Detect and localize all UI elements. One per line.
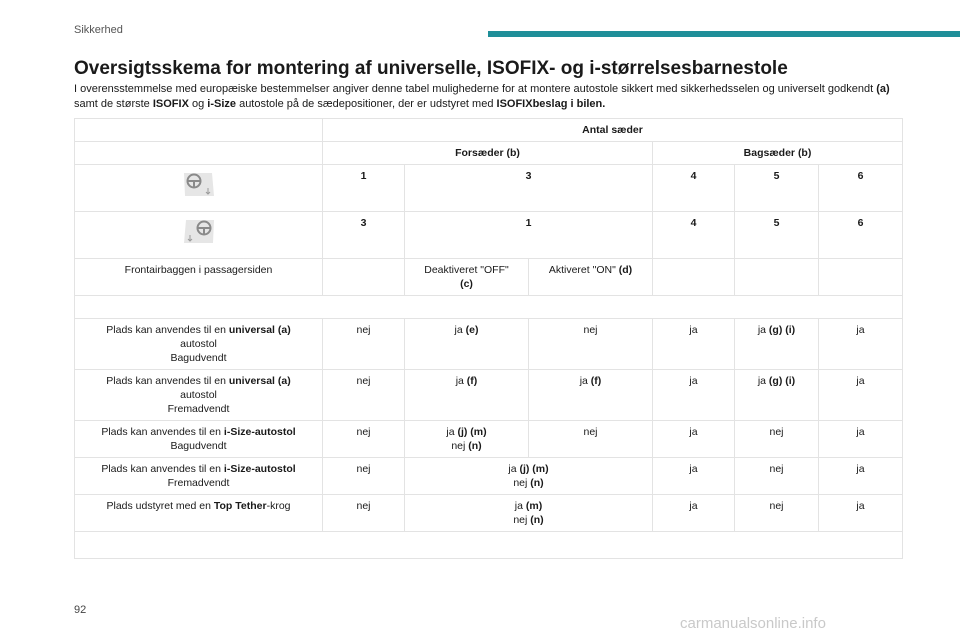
- seat-number: 1: [323, 165, 405, 212]
- label-bold: i-Size-autostol: [223, 463, 296, 475]
- seat-number: 3: [323, 212, 405, 259]
- header-bagsaeder: Bagsæder (b): [653, 142, 903, 165]
- cell-value: [405, 495, 653, 532]
- label-bold: Top Tether: [213, 500, 267, 512]
- label-text: -krog: [266, 500, 291, 512]
- cell-value: nej: [323, 370, 405, 421]
- cell-value: [735, 370, 819, 421]
- intro-bold-end: ISOFIXbeslag i bilen.: [496, 98, 606, 110]
- table-cell-empty: [323, 259, 405, 296]
- section-label: Sikkerhed: [74, 24, 123, 36]
- row-label: [75, 495, 323, 532]
- value-text: ja: [579, 375, 591, 387]
- intro-text: samt de største: [74, 98, 153, 110]
- table-row: [75, 212, 903, 259]
- seat-number: 1: [405, 212, 653, 259]
- value-ref: (n): [530, 514, 544, 526]
- seat-number: 5: [735, 212, 819, 259]
- value-text: ja: [446, 426, 458, 438]
- airbag-off: [405, 259, 529, 296]
- intro-isize: i-Size: [207, 98, 237, 110]
- seat-number: 4: [653, 165, 735, 212]
- table-row: [75, 495, 903, 532]
- cell-value: ja: [653, 421, 735, 458]
- cell-value: nej: [323, 495, 405, 532]
- value-ref: (m): [525, 500, 543, 512]
- table-row: [75, 532, 903, 559]
- cell-value: ja: [653, 319, 735, 370]
- cell-value: nej: [735, 421, 819, 458]
- cell-value: [405, 421, 529, 458]
- label-text: Fremadvendt: [167, 403, 230, 415]
- cell-value: ja: [819, 319, 903, 370]
- table-row: [75, 119, 903, 142]
- header-accent-bar: [488, 31, 960, 37]
- cell-value: ja: [819, 370, 903, 421]
- table-cell-empty: [75, 119, 323, 142]
- table-row: [75, 142, 903, 165]
- value-text: ja: [514, 500, 526, 512]
- value-text: ja: [455, 375, 467, 387]
- intro-text: autostole på de sædepositioner, der er udstyret med: [236, 98, 497, 110]
- header-forsaeder: Forsæder (b): [323, 142, 653, 165]
- child-seat-table: [74, 118, 903, 559]
- seat-number: 6: [819, 212, 903, 259]
- cell-value: ja: [653, 370, 735, 421]
- cell-value: ja: [819, 421, 903, 458]
- row-label: [75, 421, 323, 458]
- value-ref: (j) (m): [519, 463, 549, 475]
- table-cell-empty: [75, 142, 323, 165]
- rhd-icon-cell: [75, 212, 323, 259]
- value-text: nej: [513, 514, 531, 526]
- value-text: ja: [757, 375, 769, 387]
- row-label: [75, 370, 323, 421]
- cell-value: nej: [529, 421, 653, 458]
- table-cell-empty: [75, 296, 903, 319]
- value-ref: (f): [466, 375, 478, 387]
- intro-paragraph: [74, 82, 904, 112]
- label-text: Plads kan anvendes til en: [101, 463, 224, 475]
- left-hand-drive-steering-icon: [182, 170, 216, 202]
- value-ref: (g) (i): [768, 375, 796, 387]
- table-cell-empty: [653, 259, 735, 296]
- value-text: ja: [757, 324, 769, 336]
- table-row: [75, 259, 903, 296]
- cell-value: nej: [323, 421, 405, 458]
- label-text: Fremadvendt: [167, 477, 230, 489]
- airbag-label: Frontairbaggen i passagersiden: [75, 259, 323, 296]
- label-text: autostol: [180, 389, 217, 401]
- airbag-off-text: Deaktiveret "OFF": [424, 264, 509, 276]
- value-text: nej: [513, 477, 531, 489]
- page-title: Oversigtsskema for montering af universelle, ISOFIX- og i-størrelsesbarnestole: [74, 58, 788, 79]
- page-number: 92: [74, 604, 87, 616]
- intro-ref-a: (a): [876, 83, 890, 95]
- value-text: ja: [508, 463, 520, 475]
- cell-value: [529, 370, 653, 421]
- seat-number: 5: [735, 165, 819, 212]
- label-text: Plads udstyret med en: [106, 500, 214, 512]
- label-text: Bagudvendt: [170, 352, 227, 364]
- value-ref: (g) (i): [768, 324, 796, 336]
- table-row: [75, 165, 903, 212]
- table-row: [75, 370, 903, 421]
- label-bold: universal (a): [228, 324, 291, 336]
- airbag-on: [529, 259, 653, 296]
- airbag-on-ref: (d): [618, 264, 633, 276]
- value-ref: (j) (m): [457, 426, 487, 438]
- value-text: nej: [451, 440, 469, 452]
- label-text: Bagudvendt: [170, 440, 227, 452]
- table-cell-empty: [75, 532, 903, 559]
- cell-value: ja: [819, 495, 903, 532]
- seat-number: 3: [405, 165, 653, 212]
- cell-value: [405, 370, 529, 421]
- right-hand-drive-steering-icon: [182, 217, 216, 249]
- table-cell-empty: [735, 259, 819, 296]
- cell-value: nej: [529, 319, 653, 370]
- row-label: [75, 458, 323, 495]
- label-text: Plads kan anvendes til en: [101, 426, 224, 438]
- table-row: [75, 319, 903, 370]
- cell-value: nej: [323, 319, 405, 370]
- cell-value: nej: [735, 495, 819, 532]
- cell-value: [405, 319, 529, 370]
- label-text: Plads kan anvendes til en: [106, 324, 229, 336]
- value-text: ja: [454, 324, 466, 336]
- header-antal-saeder: Antal sæder: [323, 119, 903, 142]
- cell-value: [735, 319, 819, 370]
- table-row: [75, 296, 903, 319]
- cell-value: ja: [653, 495, 735, 532]
- label-bold: i-Size-autostol: [223, 426, 296, 438]
- intro-text: og: [188, 98, 208, 110]
- cell-value: nej: [735, 458, 819, 495]
- label-text: autostol: [180, 338, 217, 350]
- value-ref: (f): [590, 375, 602, 387]
- cell-value: nej: [323, 458, 405, 495]
- seat-number: 4: [653, 212, 735, 259]
- table-row: [75, 421, 903, 458]
- intro-text: I overensstemmelse med europæiske bestemmelser angiver denne tabel mulighederne for at montere autostole sikkert med sikkerhedsselen og universelt godkendt: [74, 83, 877, 95]
- label-text: Plads kan anvendes til en: [106, 375, 229, 387]
- value-ref: (e): [465, 324, 479, 336]
- airbag-off-ref: (c): [460, 278, 473, 290]
- seat-number: 6: [819, 165, 903, 212]
- value-ref: (n): [530, 477, 544, 489]
- cell-value: ja: [819, 458, 903, 495]
- label-bold: universal (a): [228, 375, 291, 387]
- lhd-icon-cell: [75, 165, 323, 212]
- row-label: [75, 319, 323, 370]
- cell-value: ja: [653, 458, 735, 495]
- airbag-on-text: Aktiveret "ON": [548, 264, 616, 276]
- watermark: carmanualsonline.info: [680, 615, 826, 632]
- intro-isofix: ISOFIX: [152, 98, 189, 110]
- table-row: [75, 458, 903, 495]
- value-ref: (n): [468, 440, 482, 452]
- table-cell-empty: [819, 259, 903, 296]
- cell-value: [405, 458, 653, 495]
